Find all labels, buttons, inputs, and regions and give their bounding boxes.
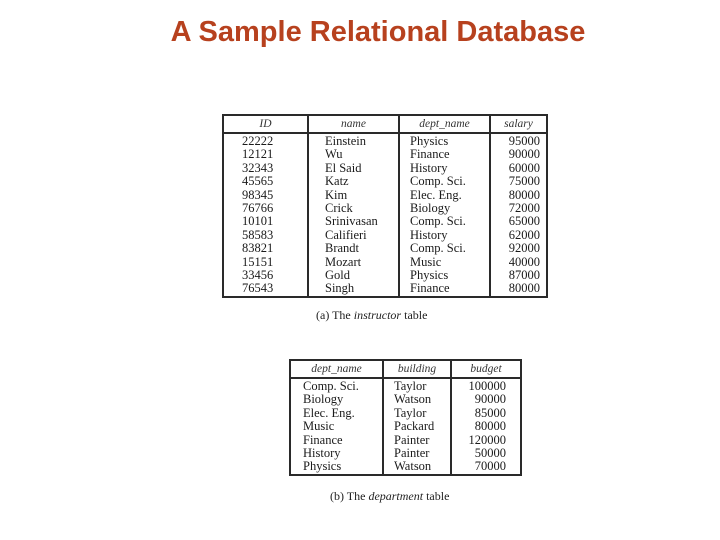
table-cell: 87000 bbox=[508, 268, 540, 283]
table-cell: 50000 bbox=[474, 446, 506, 461]
instructor-col-salary bbox=[491, 134, 546, 296]
table-cell: 85000 bbox=[474, 405, 506, 420]
table-cell: Physics bbox=[410, 134, 449, 148]
table-cell: Elec. Eng. bbox=[410, 187, 462, 202]
instructor-col-dept-name bbox=[400, 134, 491, 296]
table-cell: 98345 bbox=[242, 187, 274, 202]
department-caption-prefix: (b) The bbox=[330, 489, 366, 503]
table-cell: Wu bbox=[325, 147, 343, 162]
slide-title: A Sample Relational Database bbox=[170, 16, 586, 48]
table-cell: Biology bbox=[303, 392, 344, 407]
table-cell: 65000 bbox=[508, 214, 540, 229]
table-cell: History bbox=[410, 160, 448, 175]
instructor-header-id: ID bbox=[224, 116, 309, 132]
instructor-header-row bbox=[224, 116, 546, 134]
table-cell: Biology bbox=[410, 201, 451, 216]
instructor-caption-suffix: table bbox=[404, 308, 428, 322]
table-cell: Comp. Sci. bbox=[410, 174, 466, 189]
table-cell: 45565 bbox=[242, 174, 274, 189]
table-cell: Physics bbox=[410, 268, 449, 283]
table-cell: 95000 bbox=[508, 134, 540, 148]
table-cell: Srinivasan bbox=[325, 214, 378, 229]
table-cell: Comp. Sci. bbox=[410, 241, 466, 256]
table-cell: Watson bbox=[394, 459, 432, 474]
table-cell: 80000 bbox=[508, 281, 540, 296]
table-cell: Mozart bbox=[325, 254, 362, 269]
table-cell: 76543 bbox=[242, 281, 274, 296]
instructor-body bbox=[224, 134, 546, 296]
department-table bbox=[289, 359, 522, 476]
table-cell: 10101 bbox=[242, 214, 274, 229]
instructor-table bbox=[222, 114, 548, 298]
department-caption-emph: department bbox=[368, 489, 424, 503]
table-cell: 92000 bbox=[508, 241, 540, 256]
instructor-header-salary: salary bbox=[504, 118, 533, 130]
instructor-caption-emph: instructor bbox=[353, 308, 402, 322]
table-cell: 90000 bbox=[474, 392, 506, 407]
table-cell: 120000 bbox=[468, 432, 506, 447]
table-cell: Music bbox=[410, 254, 442, 269]
instructor-col-id bbox=[224, 134, 309, 296]
department-caption-suffix: table bbox=[426, 489, 450, 503]
table-cell: 83821 bbox=[242, 241, 274, 256]
table-cell: Comp. Sci. bbox=[410, 214, 466, 229]
table-cell: 76766 bbox=[242, 201, 274, 216]
instructor-col-name bbox=[309, 134, 400, 296]
table-cell: Painter bbox=[394, 432, 430, 447]
table-cell: 75000 bbox=[508, 174, 540, 189]
table-cell: 80000 bbox=[474, 419, 506, 434]
table-cell: Singh bbox=[325, 281, 355, 296]
table-cell: 62000 bbox=[508, 227, 540, 242]
table-cell: Music bbox=[303, 419, 335, 434]
table-cell: 70000 bbox=[474, 459, 506, 474]
table-cell: 12121 bbox=[242, 147, 274, 162]
table-cell: 90000 bbox=[508, 147, 540, 162]
table-cell: 22222 bbox=[242, 134, 274, 148]
instructor-caption-prefix: (a) The bbox=[316, 308, 351, 322]
table-cell: Finance bbox=[410, 147, 450, 162]
instructor-header-dept-name: dept_name bbox=[400, 116, 491, 132]
table-cell: Gold bbox=[325, 268, 350, 283]
table-cell: 72000 bbox=[508, 201, 540, 216]
table-cell: Comp. Sci. bbox=[303, 379, 359, 393]
table-cell: Physics bbox=[303, 459, 342, 474]
table-cell: 80000 bbox=[508, 187, 540, 202]
table-cell: Einstein bbox=[325, 134, 366, 148]
table-cell: Finance bbox=[410, 281, 450, 296]
table-cell: Crick bbox=[325, 201, 353, 216]
table-cell: Califieri bbox=[325, 227, 367, 242]
department-col-dept-name bbox=[291, 379, 384, 474]
table-cell: 60000 bbox=[508, 160, 540, 175]
table-cell: Taylor bbox=[394, 379, 427, 393]
table-cell: Packard bbox=[394, 419, 435, 434]
table-cell: History bbox=[303, 446, 341, 461]
table-cell: 33456 bbox=[242, 268, 274, 283]
department-caption bbox=[330, 489, 449, 504]
table-cell: Elec. Eng. bbox=[303, 405, 355, 420]
department-header-building: building bbox=[384, 361, 452, 377]
instructor-caption bbox=[316, 308, 427, 323]
table-cell: History bbox=[410, 227, 448, 242]
table-cell: Brandt bbox=[325, 241, 360, 256]
table-cell: El Said bbox=[325, 160, 362, 175]
department-header-row bbox=[291, 361, 520, 379]
table-cell: Painter bbox=[394, 446, 430, 461]
table-cell: Finance bbox=[303, 432, 343, 447]
department-header-budget: budget bbox=[470, 363, 502, 375]
table-cell: 100000 bbox=[468, 379, 506, 393]
department-col-building bbox=[384, 379, 452, 474]
instructor-header-name: name bbox=[309, 116, 400, 132]
table-cell: Katz bbox=[325, 174, 349, 189]
department-header-dept-name: dept_name bbox=[291, 361, 384, 377]
table-cell: 58583 bbox=[242, 227, 274, 242]
table-cell: Kim bbox=[325, 187, 348, 202]
department-col-budget bbox=[452, 379, 520, 474]
table-cell: Taylor bbox=[394, 405, 427, 420]
table-cell: 40000 bbox=[508, 254, 540, 269]
department-body bbox=[291, 379, 520, 474]
table-cell: Watson bbox=[394, 392, 432, 407]
table-cell: 15151 bbox=[242, 254, 274, 269]
table-cell: 32343 bbox=[242, 160, 274, 175]
